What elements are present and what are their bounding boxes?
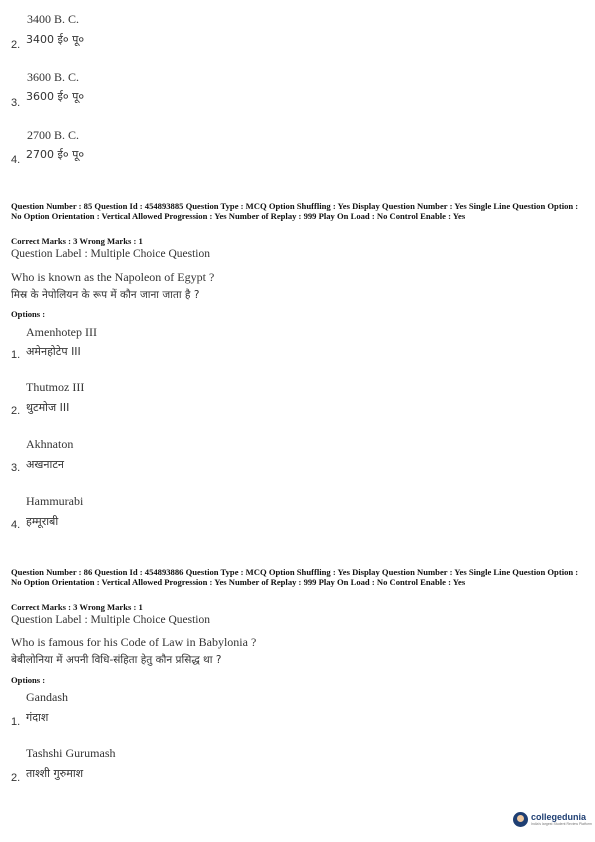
question-text-hi: मिस्र के नेपोलियन के रूप में कौन जाना जाता है ? xyxy=(11,289,200,301)
question-text-en: Who is known as the Napoleon of Egypt ? xyxy=(11,270,215,284)
option-text-hi: थुटमोज III xyxy=(26,401,70,414)
question-meta: Question Number : 85 Question Id : 454893885 Question Type : MCQ Option Shuffling : Yes Display Question Number : Yes Single Line Question Option : No Option Orientation : Vertical Allowed Progression : Yes Number of Replay : 999 Play On Load : No Control Enable : Yes xyxy=(11,201,579,221)
option-text-en: Gandash xyxy=(26,690,68,704)
option-text-en: Amenhotep III xyxy=(26,325,97,339)
option-text-hi: अमेनहोटेप III xyxy=(26,345,81,358)
option-text-hi: अखनाटन xyxy=(26,458,65,471)
logo-text xyxy=(531,813,592,827)
option-text-hi: 3400 ई० पू० xyxy=(26,33,85,46)
question-marks: Correct Marks : 3 Wrong Marks : 1 xyxy=(11,602,143,612)
option-text-hi: ताश्शी गुरुमाश xyxy=(26,767,84,780)
student-avatar-icon xyxy=(513,812,528,827)
question-marks: Correct Marks : 3 Wrong Marks : 1 xyxy=(11,236,143,246)
option-text-en: Tashshi Gurumash xyxy=(26,746,116,760)
option-text-en: 2700 B. C. xyxy=(27,128,80,142)
option-number: 2. xyxy=(11,772,21,784)
option-number: 2. xyxy=(11,405,21,417)
logo-name: collegedunia xyxy=(531,811,587,822)
option-number: 4. xyxy=(11,519,21,531)
option-text-hi: हम्मूराबी xyxy=(26,515,59,528)
option-text-hi: 3600 ई० पू० xyxy=(26,90,85,103)
option-number: 1. xyxy=(11,716,21,728)
question-label: Question Label : Multiple Choice Question xyxy=(11,248,210,260)
collegedunia-logo xyxy=(513,812,592,827)
logo-tagline: India's largest Student Review Platform xyxy=(531,821,592,826)
question-meta: Question Number : 86 Question Id : 454893886 Question Type : MCQ Option Shuffling : Yes Display Question Number : Yes Single Line Question Option : No Option Orientation : Vertical Allowed Progression : Yes Number of Replay : 999 Play On Load : No Control Enable : Yes xyxy=(11,567,579,587)
option-text-hi: गंदाश xyxy=(26,711,49,724)
option-text-en: Akhnaton xyxy=(26,437,74,451)
question-label: Question Label : Multiple Choice Question xyxy=(11,614,210,626)
option-text-en: 3400 B. C. xyxy=(27,12,80,26)
option-number: 2. xyxy=(11,39,21,51)
options-heading: Options : xyxy=(11,675,46,685)
option-number: 1. xyxy=(11,349,21,361)
question-text-en: Who is famous for his Code of Law in Babylonia ? xyxy=(11,635,257,649)
option-text-en: Thutmoz III xyxy=(26,380,85,394)
option-text-en: Hammurabi xyxy=(26,494,84,508)
option-number: 3. xyxy=(11,97,21,109)
option-number: 3. xyxy=(11,462,21,474)
option-text-en: 3600 B. C. xyxy=(27,70,80,84)
option-number: 4. xyxy=(11,154,21,166)
options-heading: Options : xyxy=(11,309,46,319)
question-text-hi: बेबीलोनिया में अपनी विधि-संहिता हेतु कौन प्रसिद्ध था ? xyxy=(11,654,222,666)
option-text-hi: 2700 ई० पू० xyxy=(26,148,85,161)
